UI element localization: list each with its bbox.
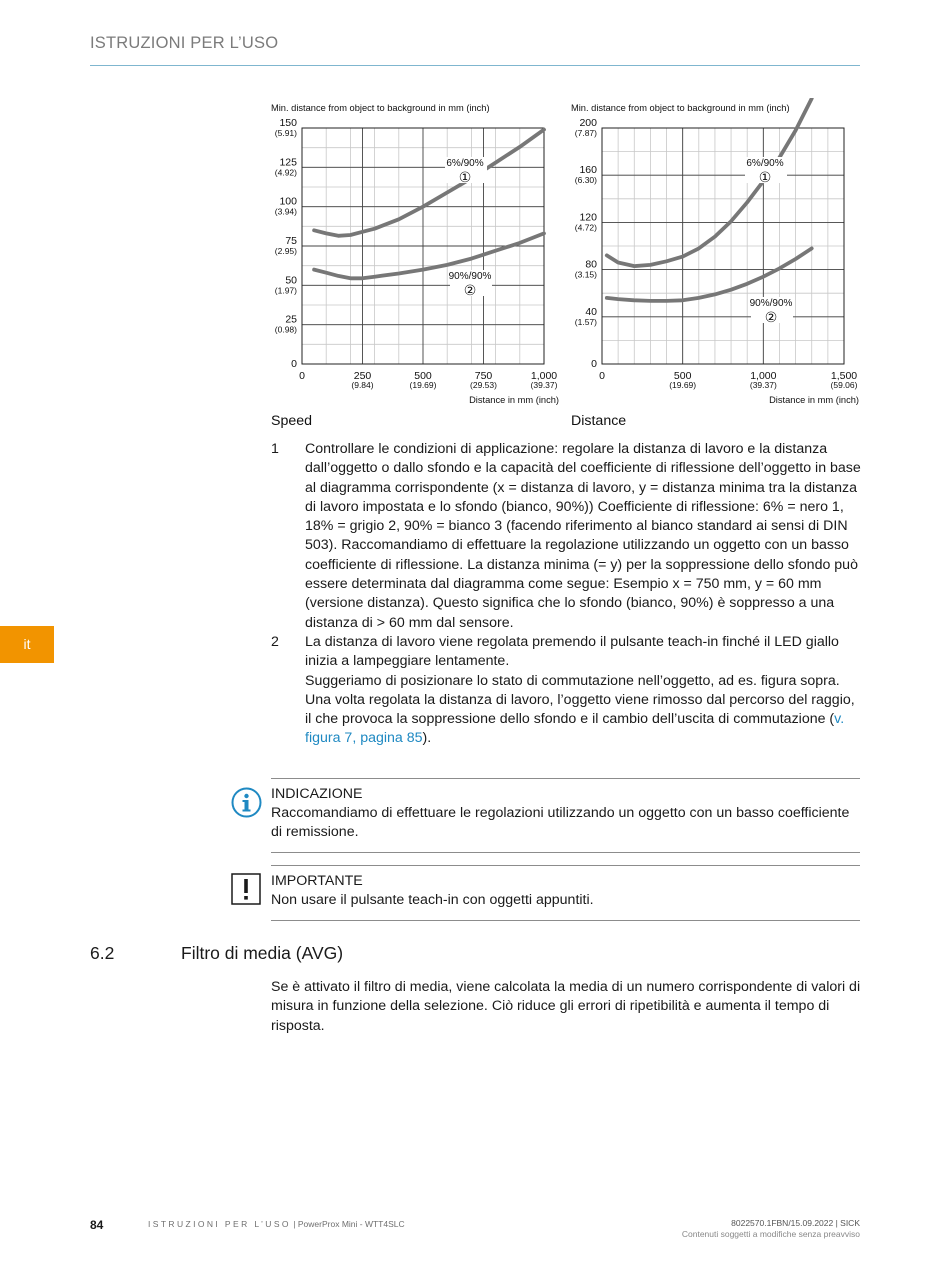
step-2 — [271, 633, 861, 749]
distance-y-tick-inch-label: (1.57) — [574, 316, 597, 327]
distance-chart-ylabel: Min. distance from object to background in mm (inch) — [571, 103, 790, 113]
speed-chart-xlabel: Distance in mm (inch) — [469, 395, 559, 405]
speed-y-tick-label: 150 — [279, 117, 297, 129]
header-divider — [90, 65, 860, 66]
distance-x-tick-inch-label: (59.06) — [830, 380, 858, 390]
speed-x-tick-label: 1,000 — [530, 370, 558, 382]
distance-x-tick-inch-label: (39.37) — [749, 380, 777, 390]
speed-y-tick-inch-label: (5.91) — [274, 128, 297, 138]
speed-series-2-line — [314, 233, 544, 278]
speed-y-tick-label: 25 — [285, 313, 297, 326]
distance-y-tick-label: 80 — [585, 258, 597, 271]
speed-y-tick-label: 75 — [285, 235, 297, 247]
distance-y-tick-inch-label: (3.15) — [574, 269, 597, 280]
instruction-steps — [271, 440, 861, 749]
footer-product: | PowerProx Mini - WTT4SLC — [293, 1219, 405, 1229]
distance-x-tick-label: 500 — [673, 370, 692, 382]
section-body: Se è attivato il filtro di media, viene calcolata la media di un numero corrispondente di valori di misura in funzione della selezione. Ciò riduce gli errori di ripetibilità e aumenta il tempo di risposta. — [271, 979, 861, 1034]
distance-x-tick-label: 0 — [599, 370, 605, 382]
distance-chart-caption: Distance — [571, 413, 627, 429]
step-1 — [271, 440, 861, 633]
speed-x-tick-label: 250 — [353, 370, 372, 382]
distance-series-1-marker: ① — [758, 170, 772, 186]
footer-info — [682, 1218, 860, 1240]
speed-series-1-label: 6%/90% — [446, 158, 484, 169]
speed-series-2-label: 90%/90% — [448, 271, 492, 282]
header-title: ISTRUZIONI PER L’USO — [90, 34, 279, 52]
speed-chart-ylabel: Min. distance from object to background in mm (inch) — [271, 103, 490, 113]
speed-y-tick-inch-label: (0.98) — [274, 324, 297, 335]
important-note — [271, 865, 860, 921]
speed-y-tick-inch-label: (4.92) — [274, 167, 297, 178]
step-text-2 — [305, 672, 861, 749]
distance-y-tick-label: 160 — [579, 164, 597, 177]
step-number: 2 — [271, 633, 279, 650]
step-text-2-start: Suggeriamo di posizionare lo stato di commutazione nell’oggetto, ad es. figura sopra. Una volta regolata la distanza di lavoro, l’oggetto viene rimosso dal percorso del raggio, il che provoca la soppressione dello sfondo e il cambio dell’uscita di commutazione ( — [305, 672, 855, 728]
distance-chart-xlabel: Distance in mm (inch) — [769, 395, 859, 405]
info-note-text: Raccomandiamo di effettuare le regolazioni utilizzando un oggetto con un basso coefficiente di remissione. — [271, 805, 850, 841]
step-text: La distanza di lavoro viene regolata premendo il pulsante teach-in finché il LED giallo inizia a lampeggiare lentamente. — [305, 633, 839, 670]
speed-x-tick-label: 0 — [299, 370, 305, 382]
distance-y-tick-label: 40 — [585, 305, 597, 318]
section-title: Filtro di media (AVG) — [181, 943, 344, 963]
distance-series-2-label: 90%/90% — [749, 298, 793, 309]
distance-series-1-label: 6%/90% — [746, 158, 784, 169]
step-number: 1 — [271, 441, 279, 457]
important-note-title: IMPORTANTE — [271, 873, 363, 889]
characteristic-charts — [262, 98, 872, 438]
charts-area — [262, 98, 872, 438]
distance-y-tick-inch-label: (6.30) — [574, 175, 597, 186]
important-note-text: Non usare il pulsante teach-in con oggetti appuntiti. — [271, 892, 594, 908]
footer-doc-label: ISTRUZIONI PER L’USO — [148, 1219, 291, 1229]
speed-series-1-line — [314, 130, 544, 236]
footer-document — [148, 1219, 405, 1229]
distance-y-tick-inch-label: (4.72) — [574, 222, 597, 233]
distance-y-tick-label: 200 — [579, 117, 597, 129]
speed-x-tick-label: 500 — [414, 370, 432, 382]
speed-y-tick-label: 125 — [279, 156, 297, 169]
info-icon — [231, 787, 262, 818]
distance-series-2-marker: ② — [764, 310, 778, 326]
speed-series-1-marker: ① — [458, 170, 472, 186]
speed-chart-caption: Speed — [271, 413, 313, 429]
speed-y-tick-label: 0 — [291, 358, 297, 370]
speed-x-tick-inch-label: (39.37) — [530, 380, 558, 390]
speed-series-2-marker: ② — [463, 283, 477, 299]
speed-y-tick-label: 50 — [285, 274, 297, 287]
language-tab: it — [0, 626, 54, 663]
exclamation-icon — [231, 873, 261, 905]
distance-y-tick-label: 120 — [579, 211, 597, 224]
page-number: 84 — [90, 1218, 104, 1232]
distance-y-tick-inch-label: (7.87) — [574, 128, 597, 138]
speed-y-tick-inch-label: (3.94) — [274, 206, 297, 217]
info-note — [271, 778, 860, 853]
distance-y-tick-label: 0 — [591, 358, 597, 370]
speed-x-tick-inch-label: (9.84) — [351, 380, 374, 390]
speed-x-tick-inch-label: (29.53) — [470, 380, 497, 390]
figure-link[interactable]: v. figura 7, pagina 85 — [305, 711, 845, 747]
speed-y-tick-label: 100 — [279, 195, 297, 208]
speed-x-tick-inch-label: (19.69) — [409, 380, 437, 390]
distance-x-tick-label: 1,000 — [750, 370, 777, 382]
speed-y-tick-inch-label: (1.97) — [274, 285, 297, 296]
step-text: Controllare le condizioni di applicazione: regolare la distanza di lavoro e la distanza dall’oggetto o dallo sfondo e la capacità del coefficiente di riflessione dell’oggetto in base al diagramma corrispondente (x = distanza di lavoro, y = distanza minima tra la distanza di lavoro impostata e lo sfondo (bianco, 90%)) Coefficiente di riflessione: 6% = nero 1, 18% = grigio 2, 90% = bianco 3 (facendo riferimento al bianco standard ai sensi di DIN 503). Raccomandiamo di effettuare la regolazione utilizzando un oggetto con un basso coefficiente di riflessione. La distanza minima (= y) per la soppressione dello sfondo può essere determinata dal diagramma come segue: Esempio x = 750 mm, y = 60 mm (versione distanza). Questo significa che lo sfondo (bianco, 90%) è soppresso a una distanza di > 60 mm dal sensore. — [305, 441, 861, 631]
step-text-2-end: ). — [422, 730, 432, 747]
footer-disclaimer: Contenuti soggetti a modifiche senza preavviso — [681, 1229, 860, 1239]
section-number: 6.2 — [90, 943, 115, 963]
info-note-title: INDICAZIONE — [271, 786, 363, 802]
speed-y-tick-inch-label: (2.95) — [274, 246, 297, 256]
distance-x-tick-inch-label: (19.69) — [669, 380, 697, 390]
footer-reference: 8022570.1FBN/15.09.2022 | SICK — [731, 1218, 860, 1228]
distance-x-tick-label: 1,500 — [830, 370, 858, 382]
speed-x-tick-label: 750 — [474, 370, 493, 382]
